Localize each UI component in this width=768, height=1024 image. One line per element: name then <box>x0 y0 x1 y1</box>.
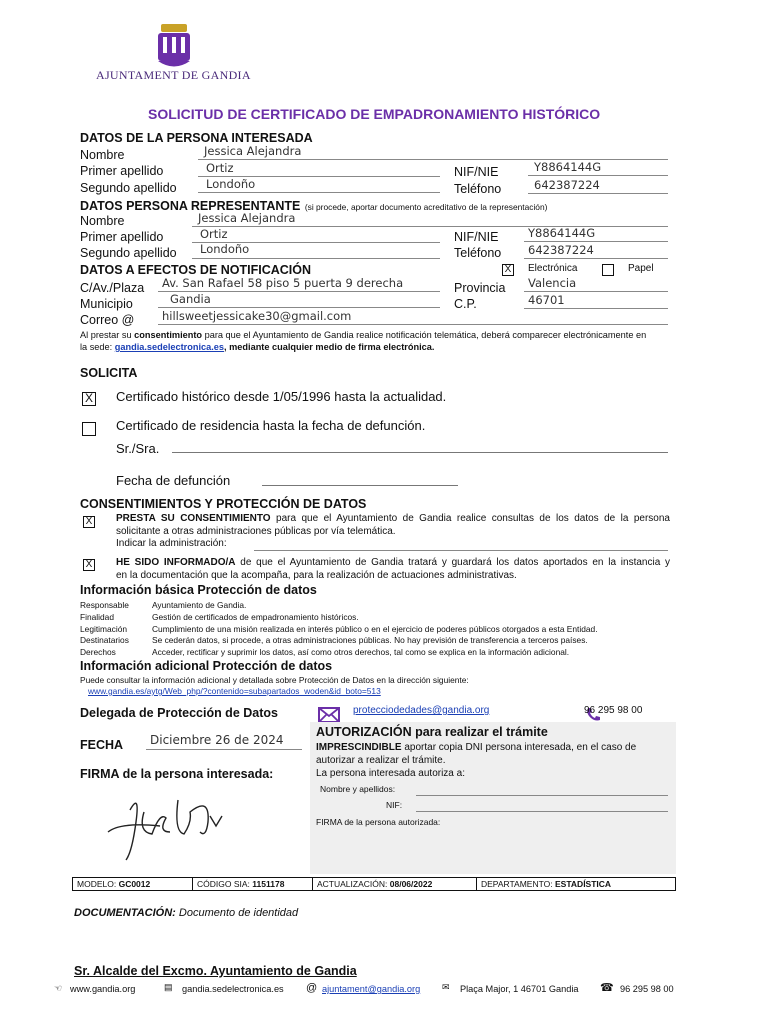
consent1-checkbox[interactable]: X <box>83 516 95 528</box>
option1-checkbox[interactable]: X <box>82 392 96 406</box>
at-icon: @ <box>306 982 318 994</box>
table-row: Destinatarios Se cederán datos, si procede, a otras administraciones públicas. No hay previsión de transferencia a terceros países. <box>80 635 588 646</box>
footer-phone: 96 295 98 00 <box>620 984 674 994</box>
indicar-administracion-field[interactable] <box>254 550 668 551</box>
consent-notice: Al prestar su consentimiento para que el Ayuntamiento de Gandia realice notificación telemática, deberá comparecer electrónicamente en la sede: gandia.sedelectronica.es, mediante cualquier medio de firma electrónica. <box>80 330 647 352</box>
consent2-text: HE SIDO INFORMADO/A de que el Ayuntamiento de Gandia tratará y guardará los datos aportados en la instancia y en la documentación que la acompaña, para la realización de actuaciones administrativas. <box>116 557 671 581</box>
papel-label: Papel <box>628 263 654 274</box>
nombre-label: Nombre <box>80 148 125 162</box>
apellido2-value[interactable]: Londoño <box>206 177 256 191</box>
fecha-defuncion-label: Fecha de defunción <box>116 473 231 488</box>
firma-label: FIRMA de la persona interesada: <box>80 767 274 781</box>
nif-label: NIF/NIE <box>454 165 499 179</box>
apellido1-value[interactable]: Ortiz <box>206 161 234 175</box>
org-name: AJUNTAMENT DE GANDIA <box>96 68 251 82</box>
signature-image <box>100 782 250 862</box>
rep-nif-label: NIF/NIE <box>454 230 499 244</box>
documentacion: DOCUMENTACIÓN: Documento de identidad <box>74 907 299 919</box>
municipio-value[interactable]: Gandia <box>170 292 211 306</box>
autorizado-firma-label: FIRMA de la persona autorizada: <box>316 817 441 827</box>
papel-checkbox[interactable] <box>602 264 614 276</box>
rep-telefono-label: Teléfono <box>454 246 502 260</box>
fecha-label: FECHA <box>80 738 124 752</box>
cp-label: C.P. <box>454 297 477 311</box>
coat-of-arms-icon <box>100 18 250 70</box>
direccion-value[interactable]: Av. San Rafael 58 piso 5 puerta 9 derecha <box>162 276 404 290</box>
apellido1-label: Primer apellido <box>80 164 164 178</box>
telephone-icon: ☎ <box>600 982 614 994</box>
rep-telefono-value[interactable]: 642387224 <box>528 243 594 257</box>
cp-value[interactable]: 46701 <box>528 293 565 307</box>
provincia-value[interactable]: Valencia <box>528 276 577 290</box>
rep-apellido2-value[interactable]: Londoño <box>200 242 250 256</box>
municipio-label: Municipio <box>80 297 133 311</box>
web-icon: ☜ <box>54 983 63 993</box>
option2-label: Certificado de residencia hasta la fecha de defunción. <box>116 418 426 433</box>
apellido2-label: Segundo apellido <box>80 181 177 195</box>
section-info-basica: Información básica Protección de datos <box>80 583 317 597</box>
page-title: SOLICITUD DE CERTIFICADO DE EMPADRONAMIENTO HISTÓRICO <box>148 106 601 122</box>
info-adicional-text: Puede consultar la información adicional y detallada sobre Protección de Datos en la dirección siguiente: <box>80 675 469 685</box>
correo-value[interactable]: hillsweetjessicake30@gmail.com <box>162 309 352 323</box>
autorizado-nif-field[interactable] <box>416 811 668 812</box>
section-solicita: SOLICITA <box>80 366 138 380</box>
option2-checkbox[interactable] <box>82 422 96 436</box>
autorizacion-text: IMPRESCINDIBLE aportar copia DNI persona interesada, en el caso de autorizar a realizar el trámite. La persona interesada autoriza a: <box>316 742 637 779</box>
delegada-label: Delegada de Protección de Datos <box>80 706 278 720</box>
rep-nif-value[interactable]: Y8864144G <box>528 226 596 240</box>
autorizado-nif-label: NIF: <box>386 800 403 810</box>
rep-apellido1-label: Primer apellido <box>80 230 164 244</box>
autorizado-nombre-label: Nombre y apellidos: <box>320 784 396 794</box>
addressee: Sr. Alcalde del Excmo. Ayuntamiento de Gandia <box>74 964 357 978</box>
section-notificacion: DATOS A EFECTOS DE NOTIFICACIÓN <box>80 263 312 277</box>
footer-sede[interactable]: gandia.sedelectronica.es <box>182 984 284 994</box>
fecha-defuncion-field[interactable] <box>262 485 458 486</box>
electronica-label: Electrónica <box>528 263 578 274</box>
sede-link[interactable]: gandia.sedelectronica.es <box>114 342 225 352</box>
sr-label: Sr./Sra. <box>116 441 160 456</box>
rep-nombre-value[interactable]: Jessica Alejandra <box>198 211 296 225</box>
table-row: Responsable Ayuntamiento de Gandia. <box>80 600 247 610</box>
consent2-checkbox[interactable]: X <box>83 559 95 571</box>
form-metadata-bar: MODELO: GC0012 CÓDIGO SIA: 1151178 ACTUALIZACIÓN: 08/06/2022 DEPARTAMENTO: ESTADÍSTICA <box>72 877 676 891</box>
nif-value[interactable]: Y8864144G <box>534 160 602 174</box>
footer-contacts <box>54 983 694 997</box>
envelope-icon <box>318 707 340 723</box>
consent1-text: PRESTA SU CONSENTIMIENTO para que el Ayuntamiento de Gandia realice consultas de los datos de la persona solicitante a otras administraciones públicas por vía telemática. Indicar la administración: <box>116 513 670 549</box>
info-adicional-link[interactable]: www.gandia.es/aytg/Web_php/?contenido=subapartados_woden&id_boto=513 <box>88 686 381 696</box>
provincia-label: Provincia <box>454 281 506 295</box>
option1-label: Certificado histórico desde 1/05/1996 hasta la actualidad. <box>116 389 447 404</box>
delegada-email[interactable]: protecciodedades@gandia.org <box>353 705 490 716</box>
correo-label: Correo @ <box>80 313 135 327</box>
footer-email[interactable]: ajuntament@gandia.org <box>322 984 421 994</box>
rep-apellido1-value[interactable]: Ortiz <box>200 227 228 241</box>
delegada-phone: 96 295 98 00 <box>584 705 643 716</box>
info-basica-table <box>80 600 680 659</box>
telefono-value[interactable]: 642387224 <box>534 178 600 192</box>
footer-web[interactable]: www.gandia.org <box>70 984 136 994</box>
direccion-label: C/Av./Plaza <box>80 281 145 295</box>
section-consentimientos: CONSENTIMIENTOS Y PROTECCIÓN DE DATOS <box>80 497 367 511</box>
nombre-value[interactable]: Jessica Alejandra <box>204 144 302 158</box>
sr-field[interactable] <box>172 452 668 453</box>
section-representante: DATOS PERSONA REPRESENTANTE (si procede, aportar documento acreditativo de la representación) <box>80 199 548 213</box>
rep-apellido2-label: Segundo apellido <box>80 246 177 260</box>
section-info-adicional: Información adicional Protección de datos <box>80 659 333 673</box>
mail-icon: ✉ <box>442 982 450 992</box>
autorizado-nombre-field[interactable] <box>416 795 668 796</box>
footer-address: Plaça Major, 1 46701 Gandia <box>460 984 579 994</box>
sede-icon: ▤ <box>164 982 173 992</box>
table-row: Finalidad Gestión de certificados de empadronamiento históricos. <box>80 611 359 622</box>
fecha-value[interactable]: Diciembre 26 de 2024 <box>150 733 284 747</box>
rep-nombre-label: Nombre <box>80 214 125 228</box>
electronica-checkbox[interactable]: X <box>502 264 514 276</box>
logo <box>96 18 251 88</box>
telefono-label: Teléfono <box>454 182 502 196</box>
section-interesada: DATOS DE LA PERSONA INTERESADA <box>80 131 313 145</box>
table-row: Derechos Acceder, rectificar y suprimir los datos, así como otros derechos, tal como se explica en la información adicional. <box>80 647 570 658</box>
table-row: Legitimación Cumplimiento de una misión realizada en interés público o en el ejercicio de poderes públicos otorgados a esta Entidad. <box>80 623 598 634</box>
autorizacion-title: AUTORIZACIÓN para realizar el trámite <box>316 725 548 739</box>
